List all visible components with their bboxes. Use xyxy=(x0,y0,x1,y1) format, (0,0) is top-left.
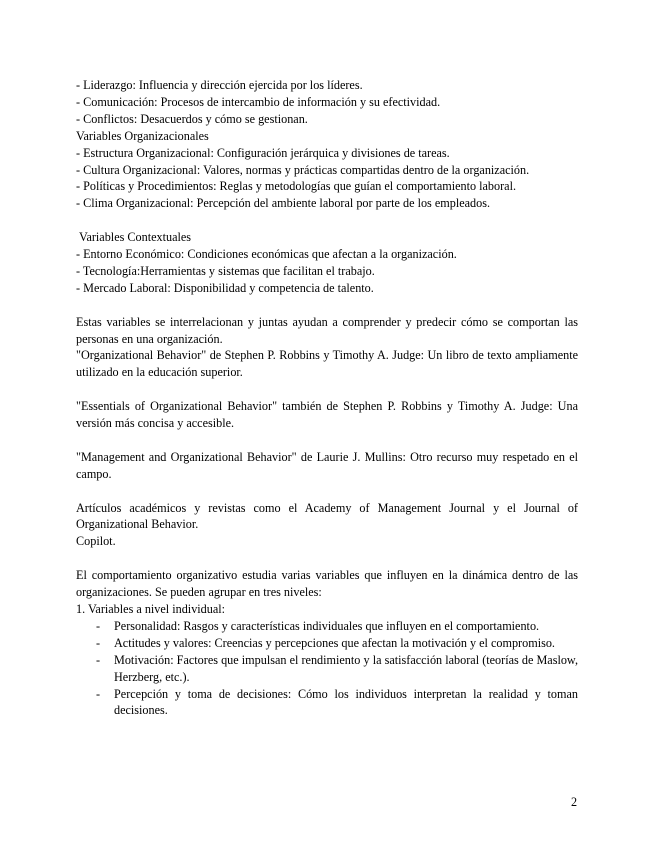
paragraph-articles: Artículos académicos y revistas como el Academy of Management Journal y el Journal of Organizational Behavior. xyxy=(76,500,578,532)
list-item-politicas: - Políticas y Procedimientos: Reglas y metodologías que guían el comportamiento laboral. xyxy=(76,179,517,194)
bullet-text: Motivación: Factores que impulsan el rendimiento y la satisfacción laboral (teorías de Maslow, Herzberg, etc.). xyxy=(114,652,578,684)
paragraph-interrelation: Estas variables se interrelacionan y juntas ayudan a comprender y predecir cómo se comportan las personas en una organización. xyxy=(76,314,578,346)
dash-bullet: - xyxy=(96,635,101,650)
bullet-item-actitudes xyxy=(76,635,578,652)
list-item-liderazgo: - Liderazgo: Influencia y dirección ejercida por los líderes. xyxy=(76,78,363,92)
spacer xyxy=(76,212,578,229)
spacer xyxy=(76,297,578,314)
bullet-text: Percepción y toma de decisiones: Cómo los individuos interpretan la realidad y toman decisiones. xyxy=(114,686,578,718)
spacer xyxy=(76,483,578,500)
heading-variables-organizacionales: Variables Organizacionales xyxy=(76,128,209,143)
bullet-item-personalidad xyxy=(76,618,578,635)
list-item-conflictos: - Conflictos: Desacuerdos y cómo se gestionan. xyxy=(76,111,308,126)
dash-bullet: - xyxy=(96,618,101,633)
heading-variables-contextuales: Variables Contextuales xyxy=(79,230,192,245)
page-body xyxy=(76,77,578,719)
list-item-entorno: - Entorno Económico: Condiciones económicas que afectan a la organización. xyxy=(76,247,457,262)
bullet-text: Personalidad: Rasgos y características individuales que influyen en el comportamiento. xyxy=(114,618,540,633)
spacer xyxy=(76,381,578,398)
paragraph-intro: El comportamiento organizativo estudia varias variables que influyen en la dinámica dentro de las organizaciones. Se pueden agrupar en tres niveles: xyxy=(76,568,578,600)
list-item-comunicacion: - Comunicación: Procesos de intercambio de información y su efectividad. xyxy=(76,94,441,109)
paragraph-robbins-judge: "Organizational Behavior" de Stephen P. Robbins y Timothy A. Judge: Un libro de texto ampliamente utilizado en la educación superior. xyxy=(76,348,578,380)
list-item-mercado: - Mercado Laboral: Disponibilidad y competencia de talento. xyxy=(76,280,374,295)
list-item-clima: - Clima Organizacional: Percepción del ambiente laboral por parte de los empleados. xyxy=(76,196,490,211)
bullet-list xyxy=(76,618,578,719)
bullet-item-percepcion xyxy=(76,686,578,720)
spacer xyxy=(76,550,578,567)
dash-bullet: - xyxy=(96,686,101,701)
paragraph-mullins: "Management and Organizational Behavior" de Laurie J. Mullins: Otro recurso muy respetado en el campo. xyxy=(76,449,578,481)
page-number: 2 xyxy=(571,795,578,809)
list-item-estructura: - Estructura Organizacional: Configuración jerárquica y divisiones de tareas. xyxy=(76,145,450,160)
paragraph-copilot: Copilot. xyxy=(76,534,116,549)
list-item-cultura: - Cultura Organizacional: Valores, normas y prácticas compartidas dentro de la organización. xyxy=(76,162,530,177)
list-item-tecnologia: - Tecnología:Herramientas y sistemas que facilitan el trabajo. xyxy=(76,263,375,278)
spacer xyxy=(76,432,578,449)
dash-bullet: - xyxy=(96,652,101,667)
paragraph-essentials: "Essentials of Organizational Behavior" también de Stephen P. Robbins y Timothy A. Judge: Una versión más concisa y accesible. xyxy=(76,399,578,431)
heading-level-individual: 1. Variables a nivel individual: xyxy=(76,602,226,616)
bullet-text: Actitudes y valores: Creencias y percepciones que afectan la motivación y el compromiso. xyxy=(114,635,555,650)
bullet-item-motivacion xyxy=(76,652,578,686)
